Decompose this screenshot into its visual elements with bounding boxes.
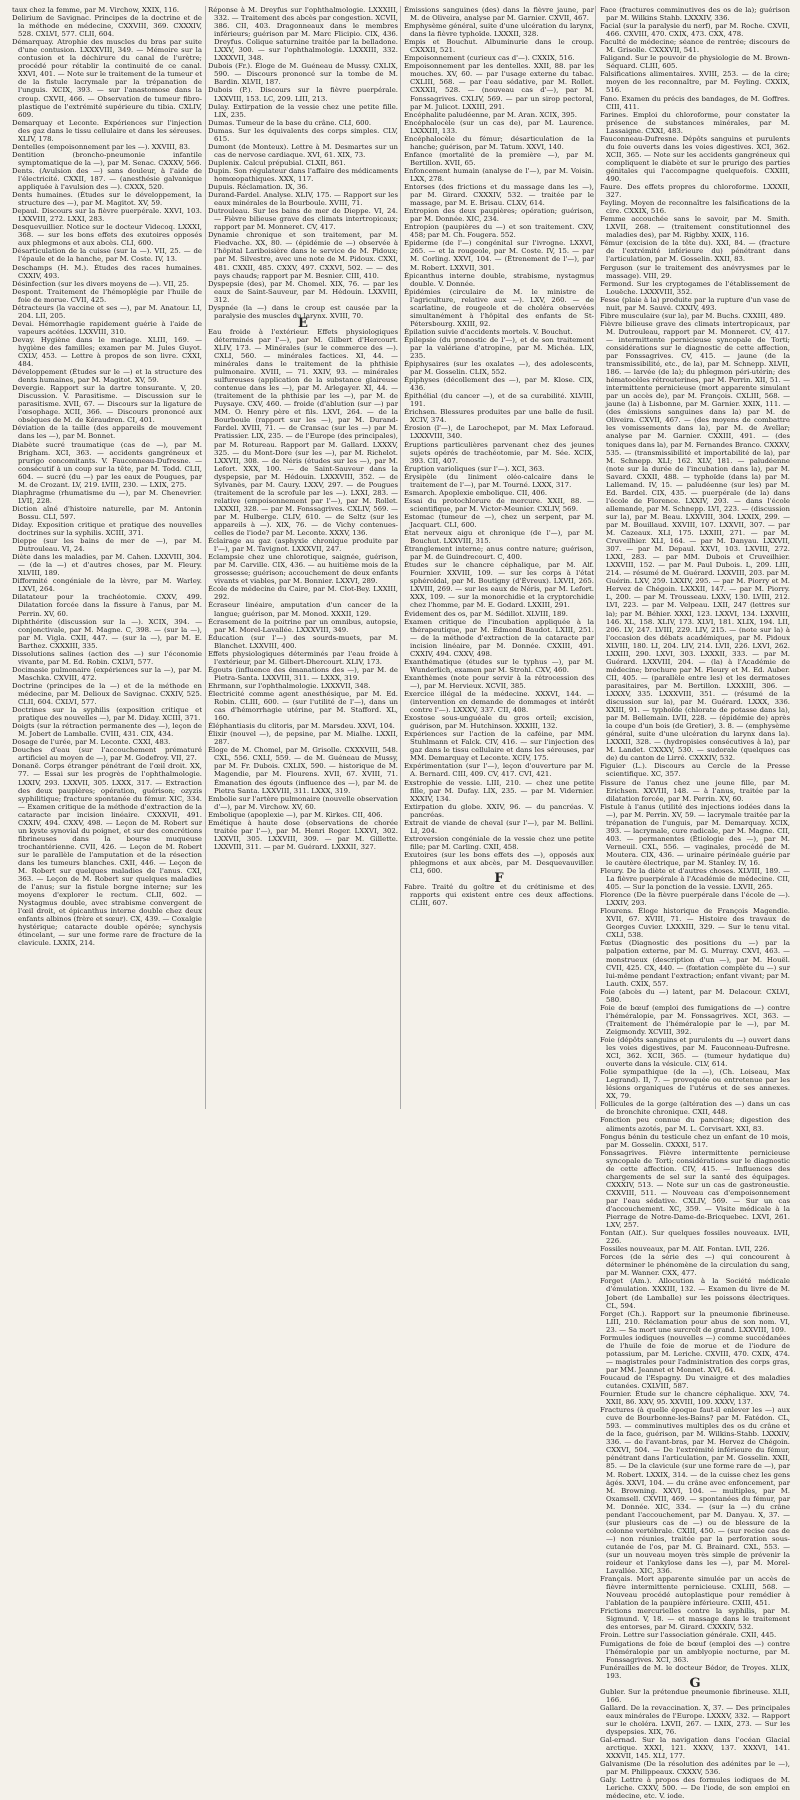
index-entry: Despont. Traitement de l'hémoplégie par l'huile de foie de morue. CVII, 425. [12, 287, 202, 304]
index-entry: Gallard. De la revaccination. X, 37. — Des principales eaux minérales de l'Europe. LXXXV, 332. — Rapport sur le choléra. LXVII, 267. — LXIX, 273. — Sur les dyspepsies. XIX, 76. [600, 1703, 790, 1737]
index-entry: Érichsen. Blessures produites par une balle de fusil. XCIV, 374. [404, 408, 594, 425]
index-entry: Enfoncement humain (analyse de l'—), par M. Voisin. LXX, 278. [404, 166, 594, 183]
index-entry: Docimasie pulmonaire (expériences sur la —), par M. Maschka. CXVIII, 472. [12, 665, 202, 682]
column-rule [400, 6, 401, 1109]
index-entry: Fleury. De la diète et d'autres choses. XLVIII, 189. — La fièvre puerpérale à l'Académie de médecine. CII, 405. — Sur la ponction de la vessie. LXVII, 265. [600, 867, 790, 892]
index-entry: Épilation suivie d'accidents mortels. V. Bouchut. [404, 327, 573, 336]
index-entry: Détracteurs (la vaccine et ses —), par M. Anatour. LI, 204. LII, 205. [12, 303, 202, 320]
index-column-2 [208, 6, 398, 1800]
index-entry: Éruption varioliques (sur l'—). XCI, 363. [404, 464, 545, 473]
index-entry: Extirpation du globe. XXIV, 96. — du pancréas. V. pancréas. [404, 802, 594, 819]
index-entry: École de médecine du Caire, par M. Clot-Bey. LXXIII, 292. [208, 585, 398, 602]
index-entry: Dentelles (empoisonnement par les —). XXVIII, 83. [12, 142, 191, 151]
index-entry: Fongus bénin du testicule chez un enfant de 10 mois, par M. Gosselin. CXXXI, 517. [600, 1132, 790, 1149]
section-letter-heading: E [298, 315, 308, 331]
index-entry: Doctrines sur la syphilis (exposition critique et pratique des nouvelles —), par M. Diday. XCIII, 371. [12, 706, 202, 723]
index-entry: Figuier (L.). Discours au Cercle de la Presse scientifique. XC, 357. [600, 762, 790, 779]
index-entry: Entropion des deux paupières; opération; guérison, par M. Donnée. XIC, 234. [404, 207, 594, 224]
index-entry: Ferguson (sur le traitement des anévrysmes par le massage). VIII, 29. [600, 263, 790, 280]
index-entry: Forces (de la série des —) qui concourent à déterminer le phénomène de la circulation du sang, par M. Wanner. CXX, 477. [600, 1253, 790, 1278]
index-entry: Foie (dépôts sanguins et purulents du —) ouvert dans les voies digestives, par M. Fauconneau-Dufresne. XCI, 362. XCII, 365. — (tumeur hydatique du) ouverte dans la vésicule. CLV, 614. [600, 1036, 790, 1069]
index-entry: Fournier. Étude sur le chancre céphalique. XXV, 74. XXII, 86. XXV, 95. XXVIII, 109. XXXV, 137. [600, 1390, 790, 1407]
index-entry: Éléphantiasis du clitoris, par M. Marsdeu. XXVI, 104. [208, 722, 395, 731]
index-entry: Embolique (apoplexie —), par M. Kirkes. CII, 406. [208, 810, 383, 819]
index-column-3 [404, 6, 594, 1800]
index-entry: Empoisonnement par les dentelles. XXII, 88. par les mouches. XV, 60. — par l'usage externe du tabac. CXLIII, 568. — par l'eau sédative, par M. Rollet. CXXXII, 528. — (nouveau cas d'—), par M. Fonssagrives. CXLIV, 569. — par un sirop pectoral, par M. Julicot. LXXIII, 291. [404, 62, 594, 111]
index-entry: Galvanisme (De la résolution des adénites par le —), par M. Philippeaux. CXXXV, 536. [600, 1760, 790, 1777]
index-entry: Fémur (excision de la tête du). XXI, 84. — (fracture de l'extrémité inférieure du) pénétrant dans l'articulation, par M. Gosselin. XXII, 83. [600, 239, 790, 264]
index-entry: Fossiles nouveaux, par M. Alf. Fontan. LVII, 226. [600, 1245, 770, 1254]
index-entry: Desquevuillier. Notice sur le docteur Videcoq. LXXXI, 368. — sur les bons effets des exutoires opposés aux phlegmons et aux abcès. CLI, 600. [12, 223, 202, 248]
index-entry: Empis et Bouchut. Albuminurie dans le croup. CXXXII, 521. [404, 38, 594, 55]
index-entry: Doigts (sur la rétraction permanente des —), leçon de M. Jobert de Lamballe. CVIII, 431. CIX, 434. [12, 722, 202, 739]
index-entry: Eau froide à l'extérieur. Effets physiologiques déterminés par l'—), par M. Gilbert d'Hercourt. XLIV, 173. — Minérales (sur le commerce des —). CXLI, 560. — minérales factices. XI, 44. — minérales dans le traitement de la phthisie pulmonaire. XVIII, — 71. XXIV, 93. — minérales sulfureuses (application de la substance glaireuse contenue dans les —), par M. Arlegayer. XI, 44. — (traitement de la phthisie par les —), par M. de Puysaye. CXV, 460. — froide (d'ablution (sur —) par MM. O. Henry père et fils. LXVI, 264. — de la Bourboule (rapport sur les —), par M. Durand-Fardel. XVIII, 71. — de Cransac (sur les —) par M. Pratissier. LIX, 235. — de l'Europe (des principales), par M. Rotureau. Rapport par M. Gallard. LXXXV, 325. — du Mont-Dore (sur les —), par M. Richelot. LXXVII, 308. — de Néris (études sur les —), par M. Lefort. XXX, 100. — de Saint-Sauveur dans la dyspepsie, par M. Hédouin. LXXXVIII, 352. — de Sylvanès, par M. Caury. LXXV, 297. — de Pougues (traitement de la scrofule par les —). LXXI, 283. — relative (empoisonnement par l'—), par M. Rollet. LXXXII, 328. — par M. Fonssagrives. CXLIV, 569. — par M. Hulberge. CLIV, 610. — de Seltz (sur les appareils à —). XIX, 76. — de Vichy contenues-celles de l'iode? par M. Leconte. XXXV, 136. [208, 327, 398, 538]
index-entry: Esmarch. Apoplexie embolique. CII, 406. [404, 488, 548, 497]
index-entry: Enfance (mortalité de la première —), par M. Bertillon. XVII, 65. [404, 150, 594, 167]
index-entry: Exstrophie de vessie. LIII, 210. — chez une petite fille, par M. Dufay. LIX, 235. — par M. Vidernier. XXXIV, 134. [404, 778, 594, 803]
index-entry: Devay. Hygiène dans le mariage. XLIII, 169. — hygiène des familles; examen par M. Jules Guyot. CXLV, 453. — Lettre à propos de son livre. CXXI, 484. [12, 335, 202, 369]
index-entry: Gal-ernad. Sur la navigation dans l'océan Glacial arctique. XXXI, 121. XXXV, 137. XXXVI, 141. XXXVII, 145. XLI, 177. [600, 1736, 790, 1761]
index-entry: Diabète sucré traumatique (cas de —), par M. Brigham. XCI, 363. — accidents gangréneux et prurigo concomitants. V. Fauconneau-Dufresne. — consécutif à un coup sur la tête, par M. Todd. CLII, 604. — sucré (du —) par les eaux de Pougues, par M. de Crozant. LV, 219. LVIII, 230. — LXIX, 275. [12, 440, 202, 489]
index-entry: Extrait de viande de cheval (sur l'—), par M. Bellini. LI, 204. [404, 818, 594, 835]
index-entry: Extroversion congéniale de la vessie chez une petite fille; par M. Carling. CXII, 458. [404, 834, 594, 851]
index-entry: Expériences sur l'action de la caféine, par MM. Stuhlmann et Falck. CIV, 416. — sur l'injection des gaz dans le tissu cellulaire et dans les séreuses, par MM. Demarquay et Leconte. XCIV, 175. [404, 730, 594, 763]
index-entry: Diday. Exposition critique et pratique des nouvelles doctrines sur la syphilis. XCIII, 371. [12, 521, 202, 538]
index-entry: Eclampsie chez une chlorotique, saignée, guérison, par M. Carville. CIX, 436. — au huitième mois de la grossesse; guérison; accouchement de deux enfants vivants et viables, par M. Bonnier. LXXVI, 289. [208, 553, 398, 586]
index-entry: Diction aîné d'histoire naturelle, par M. Antonin Bossu. CLI, 597. [12, 504, 202, 521]
index-entry: Français. Mort apparente simulée par un accès de fièvre intermittente pernicieuse. CXLIII, 568. — Nouveau procédé autoplastique pour remédier à l'ablation de la paupière inférieure. CXIII, 451. [600, 1575, 790, 1608]
index-entry: Embolie sur l'artère pulmonaire (nouvelle observation d'—), par M. Virchow. XV, 60. [208, 794, 398, 811]
column-rule [595, 6, 596, 1109]
index-entry: Femme accouchée sans le savoir, par M. Smith. LXVII, 268. — (traitement constitutionnel des maladies des), par M. Rigbby. XXIX, 116. [600, 215, 790, 240]
index-entry: Faculté de médecine; séance de rentrée; discours de M. Grisolle. CXXXVII, 541. [600, 38, 790, 55]
index-entry: Dents humaines. (Études sur le développement, la structure des —), par M. Magitot. XV, 59. [12, 191, 202, 208]
index-entry: Gubler. Sur la prétendue pneumonie fibrineuse. XLII, 166. [600, 1687, 790, 1704]
index-entry: Éclairage au gaz (asphyxie chronique produite par l'—), par M. Tavignot. LXXXVII, 247. [208, 537, 398, 554]
index-entry: Depaul. Discours sur la fièvre puerpérale. XXVI, 103. LXXVIII, 272. LXXI, 283. [12, 207, 202, 224]
index-entry: Foucaud de l'Espagny. Du vinaigre et des maladies cutanées. CXLVIII, 587. [600, 1373, 790, 1391]
index-entry: Exanthématique (études sur le typhus —), par M. Wunderlich, examen par M. Strohl. CXV, 460. [404, 657, 594, 674]
index-entry: Dupuis. Réclamation. IX, 36. [208, 183, 308, 192]
index-entry: Épidémies (circulaire de M. le ministre de l'agriculture, relative aux —). LXV, 260. — de scarlatine, de rougeole et de choléra observées simultanément à l'hôpital des enfants de St-Pétersbourg. XXIII, 92. [404, 287, 594, 328]
index-entry: Fonction peu connue du pancréas; digestion des aliments azotés, par M. L. Corvisart. XXI, 83. [600, 1116, 790, 1133]
index-entry: Expérimentation (sur l'—), leçon d'ouverture par M. A. Bernard. CIII, 409. CV, 417. CVI, 421. [404, 762, 594, 779]
index-entry: Dieppe (sur les bains de mer de —), par M. Dutrouleau. VI, 24. [12, 537, 202, 554]
index-entry: Delirium de Savignac. Principes de la doctrine et de la méthode en médecine, CXXVIII, 369. CXXXIV, 528. CXLVI, 577. CLII, 604. [12, 14, 202, 39]
index-entry: Épilepsie (du pronostic de l'—), et de son traitement par la valériane d'atropine, par M. Michéa. LIX, 235. [404, 335, 594, 361]
index-entry: Encéphalocèle (sur un cas de), par M. Laurence. LXXXIII, 133. [404, 118, 594, 135]
index-entry: Essai du protochlorure de mercure. XXII, 88. — scientifique, par M. Victor-Meunier. CXLIV, 569. [404, 496, 594, 513]
index-entry: Électricité comme agent anesthésique, par M. Ed. Robin. CLIII, 600. — (sur l'utilité de l'—), dans un cas d'hémorrhagie utérine, par M. Stafford. XL, 160. [208, 689, 398, 723]
index-entry: Galy. Lettre à propos des formules iodiques de M. Leriche. CXXV, 500. — De l'iode, de son emploi en médecine, etc. V. iode. [600, 1776, 790, 1800]
index-entry: Éruptions particulières parvenant chez des jeunes sujets opérés de trachéotomie, par M. Sée. XCIX, 393. CII, 407. [404, 440, 594, 465]
index-entry: Feyling. Moyen de reconnaître les falsifications de la cire. CXXIX, 516. [600, 199, 790, 216]
index-entry: Foie de bœuf (emploi des fumigations de —) contre l'héméralopie, par M. Fonssagrives. XCI, 363. — (Traitement de l'héméralopie par le —), par M. Zeigmondy. XCVIII, 392. [600, 1003, 790, 1036]
index-entry: Emétique à haute dose (observations de chorée traitée par l'—), par M. Henri Roger. LXXVI, 302. LXXVII, 305. LXXVIII, 309. — par M. Gillette. LXXVIII, 311. — par M. Guérard. LXXXII, 327. [208, 818, 398, 851]
index-entry: Dosage de l'urée, par M. Leconte. CXXI, 483. [12, 738, 171, 747]
index-entry: Exutoires (sur les bons effets des —), opposés aux phlegmons et aux abcès, par M. Desquevauviller. CLI, 600. [404, 850, 594, 876]
index-entry: Examen critique de l'incubation appliquée à la thérapeutique, par M. Edmond Baudot. LXIII, 251. — de la méthode d'extraction de la cataracte par incision linéaire, par M. Donnée. CXXIII, 491. CXXIV, 494. CXXV, 498. [404, 617, 594, 658]
index-entry: Durand-Fardel. Analyse. XLIV, 175. — Rapport sur les eaux minérales de la Bourboule. XVIII, 71. [208, 191, 398, 208]
index-entry: Dentition (broncho-pneumonie infantile symptomatique de la —), par M. Senac. CXXXV, 566. [12, 150, 202, 167]
index-entry: taux chez la femme, par M. Virchow, XXIX, 116. [12, 6, 180, 14]
index-entry: Dents. (Avulsion des —) sans douleur, à l'aide de l'électricité. CXXII, 187. — (anesthésie galvanique appliquée à l'avulsion des —). CXXX, 520. [12, 166, 202, 192]
index-entry: Fœtus (Diagnostic des positions du —) par la palpation externe, par M. G. Murray. CXVI, 463. — monstrueux (description d'un —), par M. Houël. CVII, 425. CX, 440. — (fœtation complète du —) sur lui-même pendant l'extraction; enfant vivant; par M. Lauth. CXIX, 557. [600, 939, 790, 988]
index-entry: Demarquay et Leconte. Expériences sur l'injection des gaz dans le tissu cellulaire et dans les séreuses. XLIV, 178. [12, 118, 202, 143]
index-entry: Folie sympathique (de la —), (Ch. Loiseau, Max Legrand). II, 7. — provoquée ou entretenue par les lésions organiques de l'utérus et de ses annexes. XX, 79. [600, 1068, 790, 1101]
index-entry: Dumont (de Monteux). Lettre à M. Desmartes sur un cas de nervose cardiaque. XVI, 61. XIX, 73. [208, 142, 398, 159]
index-entry: Dupin. Son régulateur dans l'affaire des médicaments homœopathiques. XXX, 117. [208, 166, 398, 183]
index-entry: Devergie. Rapport sur la dartre tonsurante. V, 20. Discussion. V. Parasitisme. — Discussion sur le parasitisme. XVII, 67. — Discours sur la ligature de l'œsophage. XCII, 366. — Discours prononcé aux obsèques de M. de Kéraudren. CI, 401. [12, 384, 202, 425]
index-entry: Dubois (Fr.). Éloge de M. Guéneau de Mussy. CXLIX, 590. — Discours prononcé sur la tombe de M. Bardin. XLVII, 187. [208, 62, 398, 87]
index-entry: Formules iodiques (nouvelles —) comme succédanées de l'huile de foie de morue et de l'iodure de potassium, par M. Leriche. CXVIII, 470. CXIX, 474. — magistrales pour l'administration des corps gras, par MM. Jeannet et Monnet. XVI, 64. [600, 1333, 790, 1374]
section-letter-heading: F [494, 871, 504, 887]
index-entry: Diphthérite (discussion sur la —). XCIX, 394. — conjonctivale, par M. Magne. C, 398. — (sur la —), par M. Vigla. CXII, 447. — (sur la —), par M. E. Barthez. CXXXIII, 335. [12, 617, 202, 650]
index-entry: Foie (abcès du —) latent, par M. Delacour. CXLVI, 580. [600, 987, 790, 1004]
index-entry: Études sur le chancre céphalique, par M. Alf. Fournier. XXVIII, 109. — sur les corps à l'état sphéroïdal, par M. Boutigny (d'Évreux). LXVII, 265. LXVIII, 269. — sur les eaux de Néris, par M. Lefort. XXX, 109. — sur la monorchidie et la cryptorchidie chez l'homme, par M. E. Godard. LXXIII, 291. [404, 561, 594, 610]
index-entry: Devai. Hémorrhagie rapidement guérie à l'aide de vapeurs acétées. LXXVIII, 310. [12, 319, 202, 336]
index-column-1 [12, 6, 202, 1800]
index-entry: Douches d'eau (sur l'accouchement prématuré artificiel au moyen de —), par M. Godefroy. VII, 27. [12, 746, 202, 763]
index-entry: Élixir (nouvel —), de pepsine, par M. Mialhe. LXXII, 287. [208, 730, 398, 747]
index-entry: Fauconneau-Dufresne. Dépôts sanguins et purulents du foie ouverts dans les voies digestives. XCI, 362. XCII, 365. — Note sur les accidents gangréneux qui compliquent le diabète et sur le prurigo des parties génitales qui l'accompagne quelquefois. CXXIII, 490. [600, 134, 790, 183]
index-entry: Funérailles de M. le docteur Bédor, de Troyes. XLIX, 193. [600, 1663, 790, 1680]
index-entry: Fontan (Alf.). Sur quelques fossiles nouveaux. LVII, 226. [600, 1229, 790, 1246]
index-entry: Diète dans les maladies, par M. Cahen. LXXVIII, 304. — (de la —) et d'autres choses, par M. Fleury. XLVIII, 189. [12, 553, 202, 578]
index-entry: Égouts (influence des émanations des —), par M. de Pietra-Santa. LXXVIII, 311. — LXXX, 319. [208, 665, 398, 682]
index-entry: Éloge de M. Chomel, par M. Grisolle. CXXXVIII, 548. CXL, 556. CXLI, 559. — de M. Guéneau de Mussy, par M. Fr. Dubois. CXLIX, 590. — historique de M. Magendie, par M. Flourens. XVII, 67. XVIII, 71. Émanation des égouts (influence des —), par M. de Pietra Santa. LXXVIII, 311. LXXX, 319. [208, 746, 398, 795]
index-entry: Ehrmann, sur l'ophthalmologie. LXXXVII, 348. [208, 681, 371, 690]
index-entry: Dutrouleau. Sur les bains de mer de Dieppe. VI, 24. — Fièvre bilieuse grave des climats intertropicaux; rapport par M. Monneret. CV, 417. [208, 207, 398, 232]
index-entry: Émissions sanguines (des) dans la fièvre jaune, par M. de Oliveira, analyse par M. Garnier. CXVII, 467. [404, 6, 594, 23]
index-entry: Déviation de la taille (des appareils de mouvement dans les —), par M. Bonnet. [12, 424, 202, 441]
index-entry: Dynamie chronique et son traitement, par M. Fiedvache. XX, 80. — (épidémie de —) observée à l'hôpital Lariboisière dans le service de M. Pidoux; par M. Silvestre, avec une note de M. Pidoux. CXXI, 481. CXXII, 485. CXXV, 497. CXXVI, 502. — — des pays chauds; rapport par M. Besnier. CIII, 410. [208, 231, 398, 280]
index-entry: Désinfection (sur les divers moyens de —). VII, 25. [12, 279, 189, 288]
index-entry: Fano. Examen du précis des bandages, de M. Goffres. CIII, 411. [600, 94, 790, 111]
index-entry: Fièvre bilieuse grave des climats intertropicaux, par M. Dutrouleau, rapport par M. Monneret. CV, 417. — intermittente pernicieuse syncopale de Torti; considérations sur le diagnostic de cette affection, par Fonssagrives. CV, 415. — jaune (de la transmissibilité, etc., de la), par M. Schnepp. XLVII, 186. — larvée (de la); du phlegmon péri-utérin; des hématocèles rétrouterines, par M. Perrin. XII, 51. — intermittente pernicieuse (mort apparente simulant par un accès de), par M. François. CXLIII, 568. — jaune (la) à Lisbonne, par M. Garnier. XXIX, 111. — (des émissions sanguines dans la) par M. de Oliveira. CXVII, 467. — (des moyens de combattre les vomissements dans la), par M. de Avellar; analyse par M. Garnier. CXXIII, 491. — (des toniques dans la), par M. Fernandes Branco. CXXXV, 535. — (transmissibilité et importabilité de la), par M. Schnepp. XLI; 162. XLV, 181. — paludéenne (note sur la durée de l'incubation dans la), par M. Savard. CXXII, 488. — typhoïde (dans la) par M. Lallemand. IV, 15. — paludéenne (sur les) par M. Ed. Bardel. CIX, 435. — puerpérale (de la) dans l'école de Florence. LXXIV, 293. — dans l'école allemande, par M. Schnepp. LVI, 223. — (discussion sur la), par M. Beau. LXXVIII, 304. LXXIX, 299. — par M. Bouillaud. XXVIII, 107. LXXVII, 307. — par M. Cazeaux. XLI, 175. LXXIII, 271. — par M. Cruveilhier. XLI, 164. — par M. Danyau. LXXVII, 307. — par M. Depaul. XXVI, 103. LXVIII, 272. LXXI, 283. — par MM. Dubois et Cruveilhier. LXXVIII, 152. — par M. Paul Dubois. L, 209. LIII, 214. — résumé de M. Guérard. LXXVIII, 203. par M. Guérin. LXV, 259. LXXIV, 295. — par M. Piorry et M. Hervez de Chégoin. LXXXII, 147. — par M. Piorry. L, 200. — par M. Trousseau. LXXV, 130. LVIII, 212. LVI, 223. — par M. Velpeau. LXII, 247 (lettres sur la); par M. Béhier. XXXI, 123. LXXVI, 134. LXXVIII, 146. XL, 158. XLIV, 173. XLVI, 181. XLIX, 194. LII, 206. LV, 247. LVIII, 229. LIV, 215. — (note sur la) à l'occasion des débats académiques, par M. Pidoux XLVIII, 180. LI, 204. LIV, 214. LVII, 226. LXVI, 262. LXXIII, 290. LXVI, 303. LXXXII, 333. — par M. Guérard. LXXVIII, 204. — (la) à l'Académie de médecine; brochure par M. Fleury et M. Ed. Auber. CII, 405. — (parallèle entre les) et les dermatoses parasitaires, par M. Bertillon. LXXXIII, 306. — LXXXV, 335. LXXXVIII, 351. — (résumé de la discussion sur la), par M. Guérard. LXXX, 336. XXIII, 91. — typhoïde (chlorate de potasse dans la), par M. Bellemain. LVII, 228. — (épidémie de) après la coupe d'un bois (de Gretier), 3. 8. — (emphysème général, suite d'une ulcération du larynx dans la). LXXXII, 328. — (hydropisies consécutives à la), par M. Landet. CXXXV, 530. — sudorale (quelques cas de) du canton de Lirré. CXXXIV, 532. [600, 319, 790, 763]
index-entry: Follicules de la gorge (altération des —) dans un cas de bronchite chronique. CXII, 448. [600, 1100, 790, 1117]
index-entry: Fissure de l'anus chez une jeune fille, par M. Erichsen. XXVIII, 148. — à l'anus, traitée par la dilatation forcée, par M. Perrin. XV, 60. [600, 778, 790, 803]
index-entry: Dumas. Tumeur de la base du crâne. CLI, 600. [208, 118, 372, 127]
index-entry: Dulay. Extirpation de la vessie chez une petite fille. LIX, 235. [208, 102, 398, 119]
index-entry: Doctrine (principes de la —) et de la méthode en médecine, par M. Delioux de Savignac. CXXIV, 525. CLII, 604. CXLVI, 577. [12, 681, 202, 707]
index-entry: Encéphalocèle du fémur; désarticulation de la hanche; guérison, par M. Tatum. XXVI, 140. [404, 134, 594, 151]
index-entry: Diaphragme (rhumatisme du —), par M. Chenevrier. LVII, 228. [12, 488, 202, 505]
index-entry: Emphysème général, suite d'une ulcération du larynx, dans la fièvre typhoïde. LXXXII, 328. [404, 22, 594, 39]
index-entry: Encéphalite paludéenne, par M. Aran. XCIX, 395. [404, 110, 577, 119]
index-entry: Fesse (plaie à la) produite par la rupture d'un vase de nuit, par M. Sauvé. CXXIV, 493. [600, 295, 790, 312]
index-entry: Fonssagrives. Fièvre intermittente pernicieuse syncopale de Torti; considérations sur le diagnostic de cette affection. CIV, 415. — Influences des chargements de sel sur la santé des équipages. CXXXIV, 513. — Note sur un cas de gastroneustie. CXXVIII, 511. — Nouveau cas d'empoisonnement par l'eau sédative. CXLIV, 569. — Sur un cas d'accouchement. XC, 359. — Visite médicale à la Pierrage de Notre-Dame-de-Bricquebec. LXVI, 261. LXV, 257. [600, 1148, 790, 1230]
index-entry: Duplenix. Calcul prépubial. CLXII, 861. [208, 158, 346, 167]
index-entry: Épithélial (du cancer —), et de sa curabilité. XLVIII, 191. [404, 392, 594, 409]
index-entry: Effets physiologiques déterminés par l'eau froide à l'extérieur, par M. Gilbert-Dhercourt. XLIV, 173. [208, 649, 398, 666]
index-entry: Érosion (l'—), de Larochepot, par M. Max Leforaud. LXXXVIII, 340. [404, 424, 594, 441]
index-entry: Développement (Études sur le —) et la structure des dents humaines, par M. Magitot. XV, 59. [12, 368, 202, 385]
index-entry: Flourens. Éloge historique de François Magendie. XVII, 67. XVIII, 71. — Histoire des travaux de Georges Cuvier. LXXXIII, 329. — Sur le tenu vital. CXLI, 538. [600, 907, 790, 940]
column-rule [205, 6, 206, 1109]
index-entry: Dubois (P.). Discours sur la fièvre puerpérale. LXXVIII, 153. LC, 209. LIII, 213. [208, 86, 398, 103]
index-entry: Donanë. Corps étranger pénétrant de l'œil droit. XX, 77. — Essai sur les progrès de l'ophthalmologie. LXXIV, 293. LXXVII, 305. LXXX, 317. — Extraction des deux paupières; opération, guérison; ozyzis syphilitique; fracture spontanée du fémur. XIC, 334. — Examen critique de la méthode d'extraction de la cataracte par incision linéaire. CXXXVII, 491. CXXIV, 494. CXXV, 498. — Leçon de M. Robert sur un kyste synovial du poignet, et sur des concrétions fibrineuses dans la bourse muqueuse trochantérienne. CVII, 426. — Leçon de M. Robert sur le parallèle de l'amputation et de la résection dans les tumeurs blanches. CXII, 446. — Leçon de M. Robert sur quelques maladies de l'anus. CXI, 363. — Leçon de M. Robert sur quelques maladies de l'anus; sur la fistule borgne interne; sur les moyens d'explorer le rectum. CLII, 602. — Nystagmus double, avec strabisme convergent de l'œil droit, et épicanthus interne double chez deux enfants albinos (frère et sœur). CX, 439. — Coxalgie hystérique; cataracte double opérée; synchysis étincelant, — sur une forme rare de fracture de la clavicule. LXXIX, 214. [12, 762, 202, 948]
index-entry: Deschamps (H. M.). Études des races humaines. CXXIV, 493. [12, 263, 202, 280]
index-entry: Désarticulation de la cuisse (sur la —). VII, 25. — de l'épaule et de la hanche, par M. Coste. IV, 13. [12, 247, 202, 264]
index-entry: Entropion (paupières du —) et son traitement. CXV, 458; par M. Ch. Fougera. 552. [404, 223, 594, 240]
index-entry: Farines. Emploi du chloroforme, pour constater la présence de substances minérales, par M. Lassaigne. CXXI, 483. [600, 110, 790, 135]
index-entry: Épiphyses (décollement des —), par M. Klose. CIX, 436. [404, 376, 594, 393]
index-entry: Dyspnée (la —) dans le croup est causée par la paralysie des muscles du larynx. XVIII, 70. [208, 303, 398, 320]
index-entry: Dumas. Sur les équivalents des corps simples. CLV, 615. [208, 126, 398, 143]
index-entry: Dilatateur pour la trachéotomie. CXXV, 499. Dilatation forcée dans la fissure à l'anus, par M. Perrin. XV, 60. [12, 593, 202, 618]
index-entry: Entorses (des frictions et du massage dans les —), par M. Girard. CXXXIV, 532. — traitée par le massage, par M. E. Brisau. CLXV, 614. [404, 183, 594, 208]
index-entry: Évidement des os, par M. Sédillot. XLVIII, 189. [404, 609, 568, 618]
index-entry: Exostose sous-unguéale du gros orteil; excision, guérison, par M. Hutchinson. XXXIII, 132. [404, 714, 594, 731]
index-entry: Dissolutions salines (action des —) sur l'économie vivante, par M. Ed. Robin. CXLVI, 577. [12, 649, 202, 666]
index-entry: Estomac (tumeur de —), chez un serpent, par M. Jacquart. CLI, 600. [404, 512, 594, 529]
index-entry: Florence (De la fièvre puerpérale dans l'école de —). LXXIV, 293. [600, 891, 790, 908]
index-entry: Démarquay. Atrophie des muscles du bras par suite d'une contusion. LXXXVIII, 349. — Mémoire sur la contusion et la déchirure du canal de l'urètre; procédé pour rétablir la continuité de ce canal. XXVI, 401. — Note sur le traitement de la tumeur et de la fistule lacrymale par la trépanation de l'unguis. XCIX, 393. — sur l'anastomose dans la croup. CXVII, 466. — Observation de tumeur fibro-plastique de l'extrémité supérieure du tibia. CXLIV, 609. [12, 38, 202, 119]
index-entry: Forget (Ch.). Rapport sur la pneumonie fibrineuse. LIII, 210. Réclamation pour abus de son nom. VI, 23. — Sa mort une surcroît de grand. LXXVIII, 109. [600, 1309, 790, 1334]
index-entry: Dyspepsie (des), par M. Chomel. XIX, 76. — par les eaux de Saint-Sauveur, par M. Hédouin. LXXVIII, 312. [208, 279, 398, 304]
index-entry: Face (fractures comminutives des os de la); guérison par M. Wilkins Stahb. LXXXIV, 336. [600, 6, 790, 23]
index-entry: Empoisonnement (curieux cas d'—). CXXIX, 516. [404, 54, 575, 63]
index-entry: État nerveux aigu et chronique (de l'—), par M. Bouchut. LXXVIII, 315. [404, 529, 594, 546]
index-entry: Facial (sur la paralysie du nerf), par M. Roche. CXVII, 466. CXVIII, 470. CXIX, 473. CXX, 478. [600, 22, 790, 39]
index-entry: Faligand. Sur le pouvoir de physiologie de M. Brown-Séquard. CLIII, 605. [600, 54, 790, 71]
index-entry: Fumigations de foie de bœuf (emploi des —) contre l'héméralopie par un amblyopie nocturne, par M. Fonssagrives. XCI, 363. [600, 1639, 790, 1664]
index-entry: Écrasement de la poitrine par un omnibus, autopsie, par M. Morel-Lavallée. LXXXVIII, 349. [208, 617, 398, 634]
index-entry: Faure. Des effets propres du chloroforme. LXXXII, 327. [600, 183, 790, 200]
index-entry: Étranglement interne; anus contre nature; guérison, par M. de Guindrecourt. C, 400. [404, 545, 594, 562]
index-entry: Fabre. Traité du goître et du crétinisme et des rapports qui existent entre ces deux affections. CLIII, 607. [404, 883, 594, 908]
index-entry: Exercice illégal de la médecine. XXXVI, 144. — (intervention en demande de dommages et intérêt contre l'—). LXXXV, 337. CII, 408. [404, 689, 594, 715]
index-entry: Érysipèle (du liniment oléo-calcaire dans le traitement de l'—), par M. Tourné. LXXX, 317. [404, 472, 594, 489]
index-entry: Difformité congéniale de la lèvre, par M. Warley. LXVI, 264. [12, 577, 202, 594]
index-entry: Épiphysaires (sur les oxalates —), des adolescents, par M. Gosselin. CLIX, 552. [404, 360, 594, 377]
index-entry: Fractures (à quelle époque faut-il enlever les —) aux cuve de Bourbonne-les-Bains? par M. Fatédon. CL, 593. — comminutives multiples des os du crâne et de la face, guérison, par M. Wilkins-Stabb. LXXXIV, 336. — de l'avant-bras, par M. Hervez de Chégoin. CXXVI, 504. — De l'extrémité inférieure du fémur, pénétrant dans l'articulation, par M. Gosselin. XXII, 85. — De la clavicule (sur une forme rare de —), par M. Robert. LXXIX, 314. — de la cuisse chez les gens âgés. XXVI, 104. — du crâne avec enfoncement, par M. Browning. XXVI, 104. — multiples, par M. Oxamsell. CXVIII, 469. — spontanées du fémur, par M. Donnée. XIC, 334. — (sur la —) du crâne pendant l'accouchement, par M. Danyau. X, 37. — (sur plusieurs cas de —) ou de blessure de la colonne vertébrale. CXIII, 450. — (sur recise cas de —) non réunies, traitée par la perforation sous-cutanée de l'os, par M. G. Brainard. CXL, 553. — (sur un nouveau moyen très simple de prévenir la roideur et l'ankylose dans les —), par M. Morel-Lavallée. XIC, 336. [600, 1406, 790, 1576]
index-entry: Froin. Lettre sur l'association générale. CXII, 445. [600, 1631, 777, 1640]
index-column-4 [600, 6, 790, 1800]
index-entry: Fibre musculaire (sur la), par M. Buchs. CXXIII, 489. [600, 311, 786, 320]
index-entry: Forget (Am.). Allocution à la Société médicale d'émulation. XXXIII, 132. — Examen du livre de M. Jobert (de Lamballe) sur les poissons électriques. CL, 594. [600, 1277, 790, 1310]
index-entry: Fistule à l'anus (utilité des injections iodées dans la —), par M. Perrin. XV, 59. — lacrymale traitée par la trépanation de l'unguis, par M. Demarquay. XCIX, 393. — lacrymale, cure radicale, par M. Magne. CII, 403. — permanentes (Étiologie des —), par M. Verneuil. CXL, 556. — vaginales, procédé de M. Moutera. CIX, 436. — urinaire périnéale guérie par le cautère électrique, par M. Stanley. IV, 16. [600, 802, 790, 867]
section-letter-heading: G [689, 1675, 701, 1691]
index-entry: Réponse à M. Dreyfus sur l'ophthalmologie. LXXXIII, 332. — Traitement des abcès par congestion. XCVII, 386. CII, 403. Dragonneaux dans le membres inférieurs; guérison par M. Marc Flicipio. CIX, 436. Dreyfus. Colique saturnine traitée par la belladone. LXXV, 300. — sur l'ophthalmologie. LXXXIII, 332. LXXXVII, 348. [208, 6, 398, 63]
index-entry: Fermond. Sur les cryptogames de l'établissement de Louëche. LXXXVIII, 352. [600, 279, 790, 296]
index-entry: Falsifications alimentaires. XVIII, 253. — de la cire; moyen de les reconnaître, par M. Feyling. CXXIX, 516. [600, 70, 790, 95]
index-entry: Écraseur linéaire, amputation d'un cancer de la langue; guérison, par M. Monod. XXXII, 129. [208, 601, 398, 618]
index-entry: Epiderme (de l'—) congénital sur l'ivrogne. LXXVI, 265. — et la rougeole, par M. Coste. IV, 15. — par M. Corling. XXVI, 104. — (Étrenement de l'—), par M. Robert. LXXVII, 301. [404, 239, 594, 272]
index-entry: Exanthèmes (note pour servir à la rétrocession des —), par M. Hervieux. XCVII, 385. [404, 673, 594, 690]
index-entry: Frictions mercurielles contre la syphilis, par M. Sigmund. V, 18. — et massage dans le traitement des entorses, par M. Girard. CXXXIV, 532. [600, 1607, 790, 1632]
index-entry: Épicanthus interne double, strabisme, nystagmus double. V. Donnée. [404, 271, 594, 288]
index-entry: Éducation (sur l'—) des sourds-muets, par M. Blanchet. LXXVIII, 400. [208, 633, 398, 650]
